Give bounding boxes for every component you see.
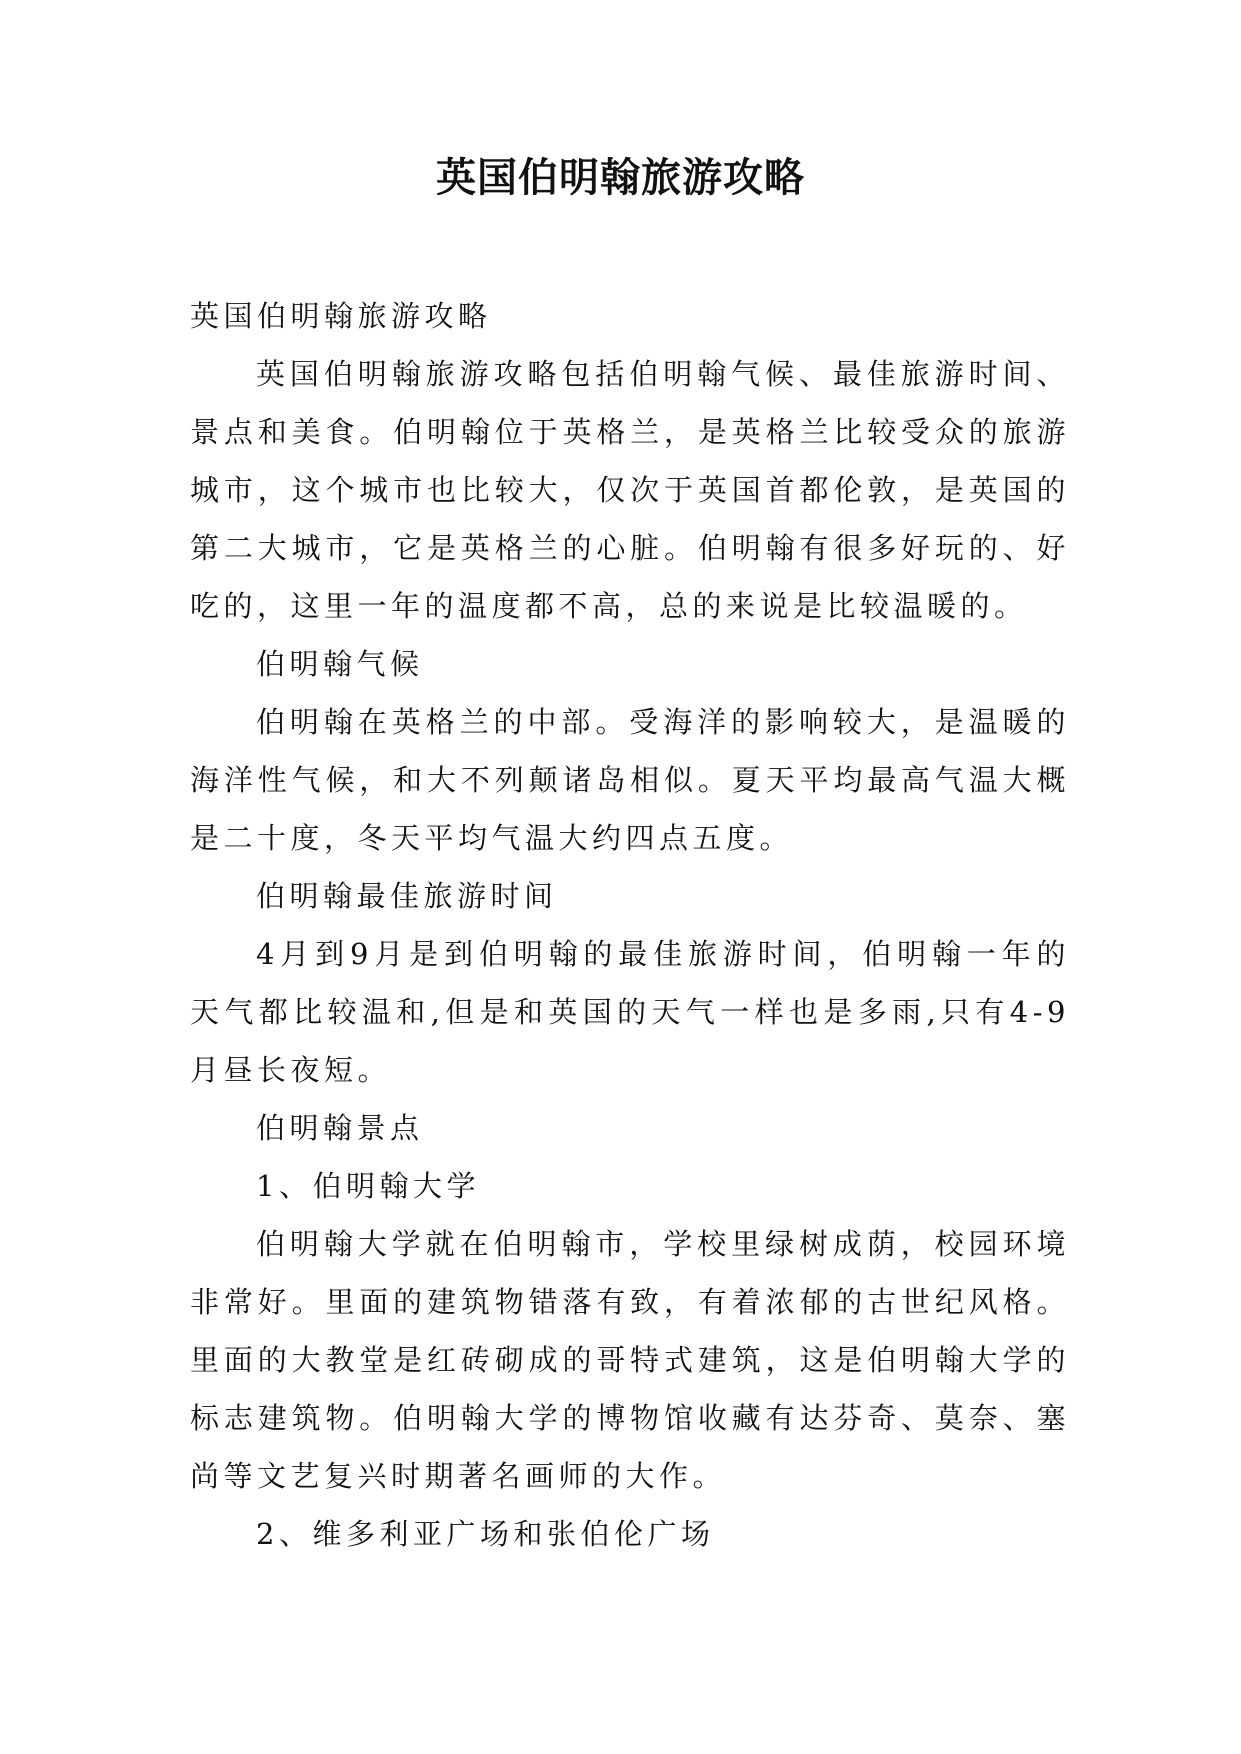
paragraph-university: 伯明翰大学就在伯明翰市，学校里绿树成荫，校园环境非常好。里面的建筑物错落有致，有着浓郁的古世纪风格。里面的大教堂是红砖砌成的哥特式建筑，这是伯明翰大学的标志建筑物。伯明翰大学的博物馆收藏有达芬奇、莫奈、塞尚等文艺复兴时期著名画师的大作。 (190, 1227, 1070, 1493)
paragraph-intro: 英国伯明翰旅游攻略包括伯明翰气候、最佳旅游时间、景点和美食。伯明翰位于英格兰，是英格兰比较受众的旅游城市，这个城市也比较大，仅次于英国首都伦敦，是英国的第二大城市，它是英格兰的心脏。伯明翰有很多好玩的、好吃的，这里一年的温度都不高，总的来说是比较温暖的。 (190, 357, 1070, 623)
paragraph-best-time: 4月到9月是到伯明翰的最佳旅游时间，伯明翰一年的天气都比较温和,但是和英国的天气一样也是多雨,只有4-9月昼长夜短。 (190, 937, 1070, 1087)
attraction-heading-squares: 2、维多利亚广场和张伯伦广场 (256, 1517, 715, 1551)
document-title: 英国伯明翰旅游攻略 (436, 154, 805, 201)
section-heading-climate: 伯明翰气候 (256, 647, 424, 681)
paragraph-heading: 英国伯明翰旅游攻略 (190, 299, 492, 333)
attraction-heading-university: 1、伯明翰大学 (256, 1169, 480, 1203)
section-heading-attractions: 伯明翰景点 (256, 1111, 424, 1145)
section-heading-best-time: 伯明翰最佳旅游时间 (256, 879, 558, 913)
document-body (190, 287, 1070, 1563)
paragraph-climate: 伯明翰在英格兰的中部。受海洋的影响较大，是温暖的海洋性气候，和大不列颠诸岛相似。夏天平均最高气温大概是二十度，冬天平均气温大约四点五度。 (190, 705, 1070, 855)
